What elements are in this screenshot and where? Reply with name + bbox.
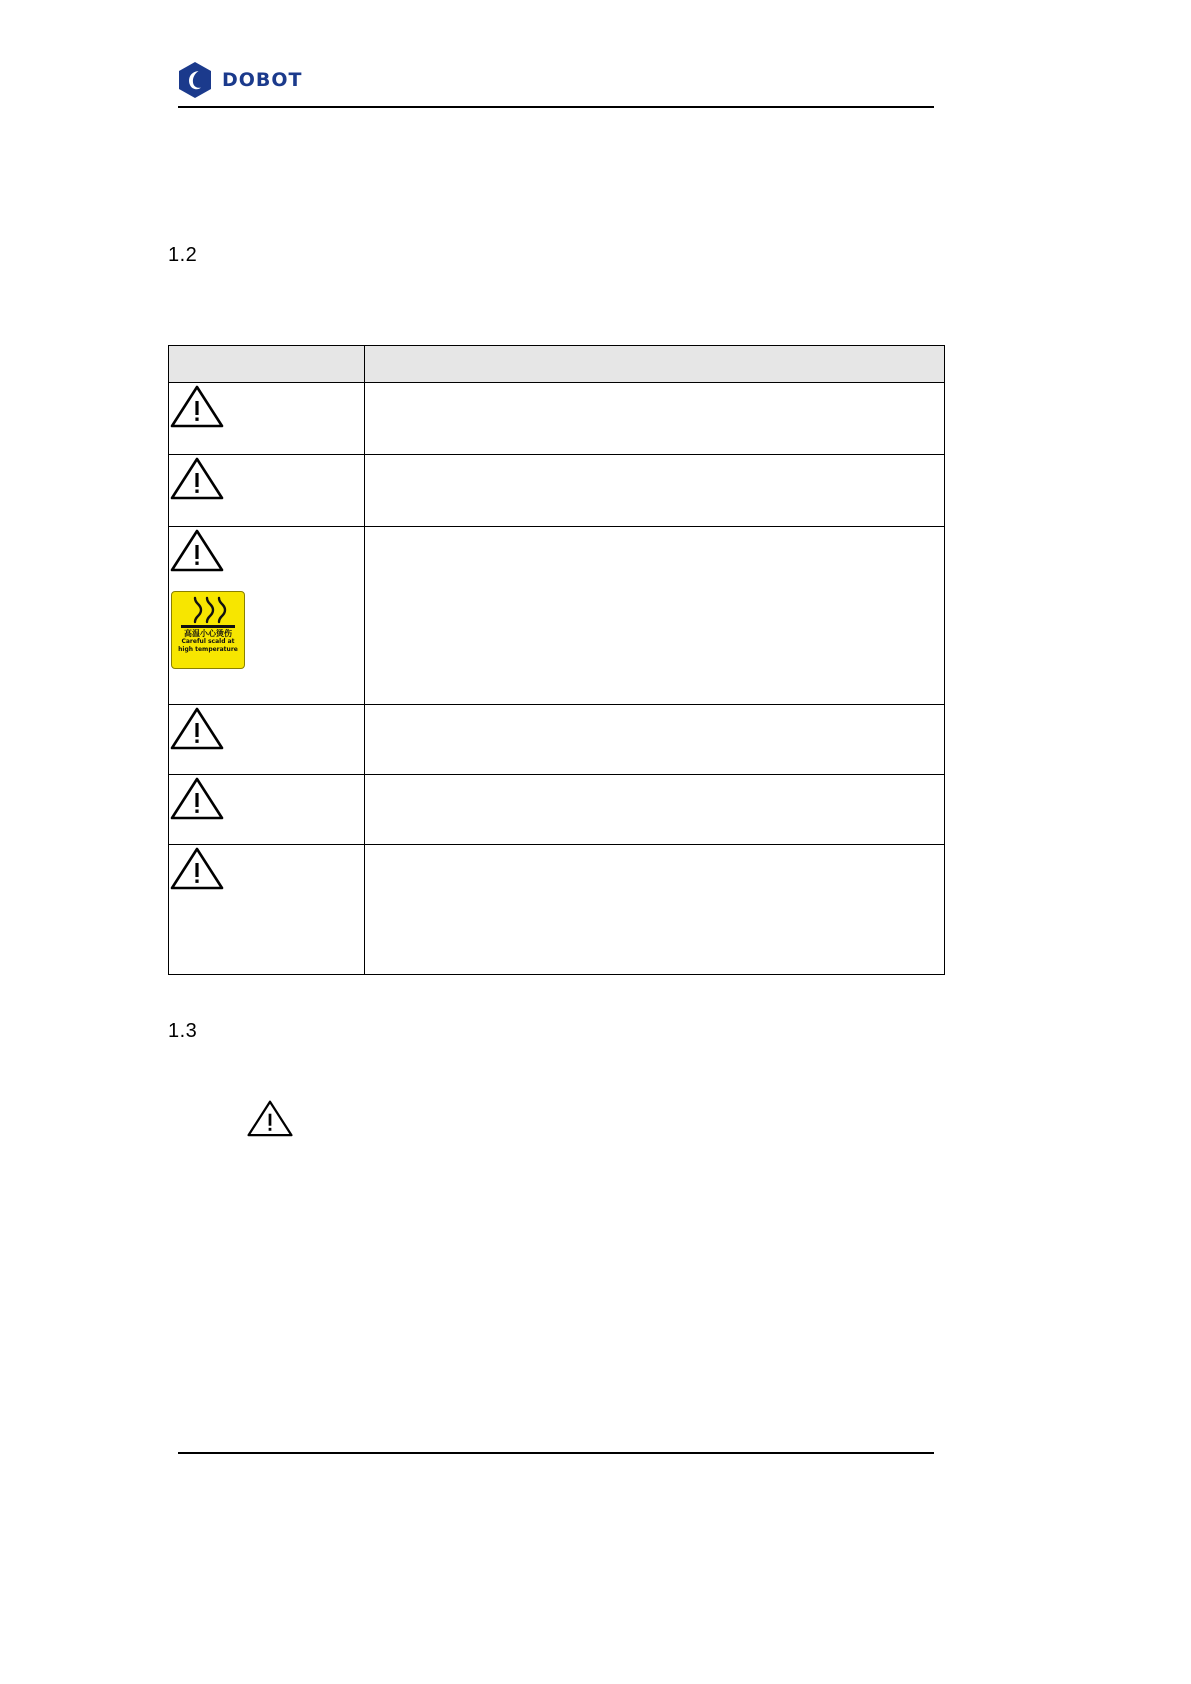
table-cell-description (365, 455, 945, 527)
hot-label-text-en-line2: high temperature (178, 645, 238, 653)
warning-triangle-icon (169, 455, 365, 527)
table-row (169, 383, 945, 455)
page-header (178, 58, 934, 110)
section-heading-1-3 (168, 1020, 197, 1043)
hot-surface-bar (181, 625, 235, 628)
section-number-1-2: 1.2 (168, 244, 198, 266)
brand-name: DOBOT (222, 69, 303, 91)
table-cell-description (365, 705, 945, 775)
hot-label-text-cn: 高温小心烫伤 (184, 629, 232, 638)
table-cell-description (365, 775, 945, 845)
table-row (169, 527, 945, 705)
header-divider (178, 106, 934, 108)
warning-triangle-icon (169, 527, 225, 573)
safety-symbol-table (168, 345, 945, 975)
section-heading-1-2 (168, 244, 197, 267)
table-row (169, 455, 945, 527)
warning-triangle-icon (169, 705, 365, 775)
table-row (169, 845, 945, 975)
safety-note-block (246, 1098, 936, 1143)
high-temperature-label-icon (171, 591, 245, 669)
warning-triangle-icon (169, 383, 365, 455)
warning-triangle-icon (169, 845, 365, 975)
column-header-description (365, 346, 945, 383)
footer-divider (178, 1452, 934, 1454)
warning-triangle-icon (246, 1098, 294, 1143)
column-header-icon (169, 346, 365, 383)
table-row (169, 705, 945, 775)
brand-logo (178, 58, 934, 102)
hot-label-text-en-line1: Careful scald at (181, 638, 235, 646)
table-cell-description (365, 527, 945, 705)
section-number-1-3: 1.3 (168, 1020, 198, 1042)
dobot-hexagon-logo-icon (178, 61, 212, 99)
table-cell-description (365, 383, 945, 455)
table-header-row (169, 346, 945, 383)
table-cell-description (365, 845, 945, 975)
warning-triangle-icon (169, 775, 365, 845)
warning-and-high-temperature-cell (169, 527, 365, 705)
table-row (169, 775, 945, 845)
